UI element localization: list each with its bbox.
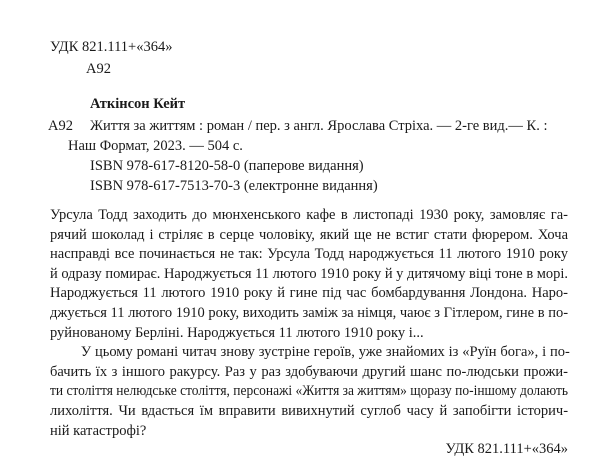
annotation [50,206,570,441]
bibliographic-description-continued: Наш Формат, 2023. — 504 с. [68,138,243,154]
bibliographic-description: Життя за життям : роман / пер. з англ. Ярослава Стріха. — 2-ге вид.— К. : [90,118,548,134]
annotation-line: й одразу помирає. Народжується 11 лютого 1910 року й у дитячому віці тоне в морі. [50,265,568,282]
author-name: Аткінсон Кейт [90,96,186,112]
annotation-line: насправді все починається не так: Урсула Тодд народжується 11 лютого 1910 року [50,246,569,263]
cutter-number: А92 [86,61,111,77]
annotation-line: У цьому романі читач знову зустріне героїв, уже знайомих із «Руїн бога», і по- [50,344,570,361]
cutter-number-margin: А92 [48,118,73,134]
annotation-line: лихоліття. Чи вдасться їм вправити вивихнутий суглоб часу й запобігти історич- [50,402,569,419]
annotation-line: бачить їх з іншого ракурсу. Раз у раз здобуваючи другий шанс по-людськи прожи- [50,363,568,380]
udk-code-footer: УДК 821.111+«364» [445,441,568,457]
annotation-line: рячий шоколад і стріляє в серце чоловіку, який ще не встиг стати фюрером. Хоча [50,226,569,243]
udk-code: УДК 821.111+«364» [50,39,173,55]
annotation-line: ній катастрофі? [50,422,147,439]
annotation-line: Народжується 11 лютого 1910 року й гине під час бомбардування Лондона. Наро- [50,285,569,302]
annotation-line: руйнованому Берліні. Народжується 11 лютого 1910 року і... [50,324,424,341]
annotation-line: ти століття нелюдське століття, персонажі «Життя за життям» щоразу по-іншому долають [50,383,568,400]
isbn-print: ISBN 978-617-8120-58-0 (паперове видання) [90,158,364,174]
isbn-electronic: ISBN 978-617-7513-70-3 (електронне видання) [90,178,378,194]
annotation-line: джується 11 лютого 1910 року, виходить заміж за німця, чаює з Гітлером, гине в по- [50,304,569,321]
annotation-line: Урсула Тодд заходить до мюнхенського кафе в листопаді 1930 року, замовляє га- [50,207,568,223]
